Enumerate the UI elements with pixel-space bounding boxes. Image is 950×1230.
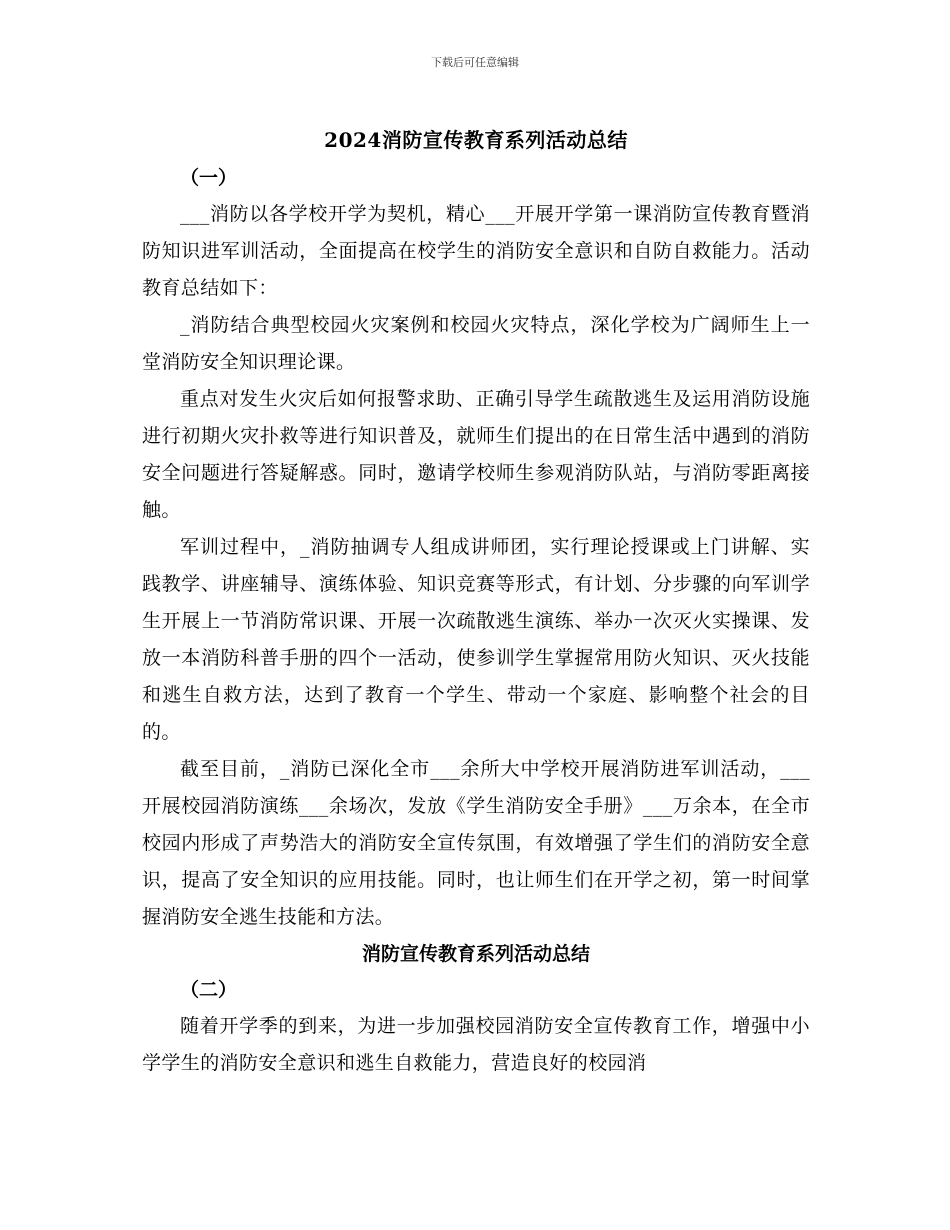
document-body bbox=[142, 120, 810, 1082]
paragraph: _消防结合典型校园火灾案例和校园火灾特点，深化学校为广阔师生上一堂消防安全知识理论课。 bbox=[142, 314, 810, 373]
document-title: 2024消防宣传教育系列活动总结 bbox=[324, 128, 628, 152]
paragraph: 截至目前，_消防已深化全市___余所大中学校开展消防进军训活动，___开展校园消防演练___余场次，发放《学生消防安全手册》___万余本，在全市校园内形成了声势浩大的消防安全宣传氛围，有效增强了学生们的消防安全意识，提高了安全知识的应用技能。同时，也让师生们在开学之初，第一时间掌握消防安全逃生技能和方法。 bbox=[142, 758, 810, 928]
header-note: 下载后可任意编辑 bbox=[431, 56, 519, 69]
paragraph: 重点对发生火灾后如何报警求助、正确引导学生疏散逃生及运用消防设施进行初期火灾扑救等进行知识普及，就师生们提出的在日常生活中遇到的消防安全问题进行答疑解惑。同时，邀请学校师生参观消防队站，与消防零距离接触。 bbox=[142, 388, 810, 521]
paragraph: 随着开学季的到来，为进一步加强校园消防安全宣传教育工作，增强中小学学生的消防安全意识和逃生自救能力，营造良好的校园消 bbox=[142, 1015, 810, 1074]
paragraph: 军训过程中，_消防抽调专人组成讲师团，实行理论授课或上门讲解、实践教学、讲座辅导、演练体验、知识竞赛等形式，有计划、分步骤的向军训学生开展上一节消防常识课、开展一次疏散逃生演练、举办一次灭火实操课、发放一本消防科普手册的四个一活动，使参训学生掌握常用防火知识、灭火技能和逃生自救方法，达到了教育一个学生、带动一个家庭、影响整个社会的目的。 bbox=[142, 536, 810, 743]
paragraph: ___消防以各学校开学为契机，精心___开展开学第一课消防宣传教育暨消防知识进军训活动，全面提高在校学生的消防安全意识和自防自救能力。活动教育总结如下： bbox=[142, 203, 810, 299]
section-two bbox=[142, 972, 810, 1082]
section-one bbox=[142, 160, 810, 936]
section-two-heading: （二） bbox=[180, 979, 238, 1001]
section-subtitle: 消防宣传教育系列活动总结 bbox=[361, 943, 590, 965]
section-one-heading: （一） bbox=[180, 167, 238, 189]
